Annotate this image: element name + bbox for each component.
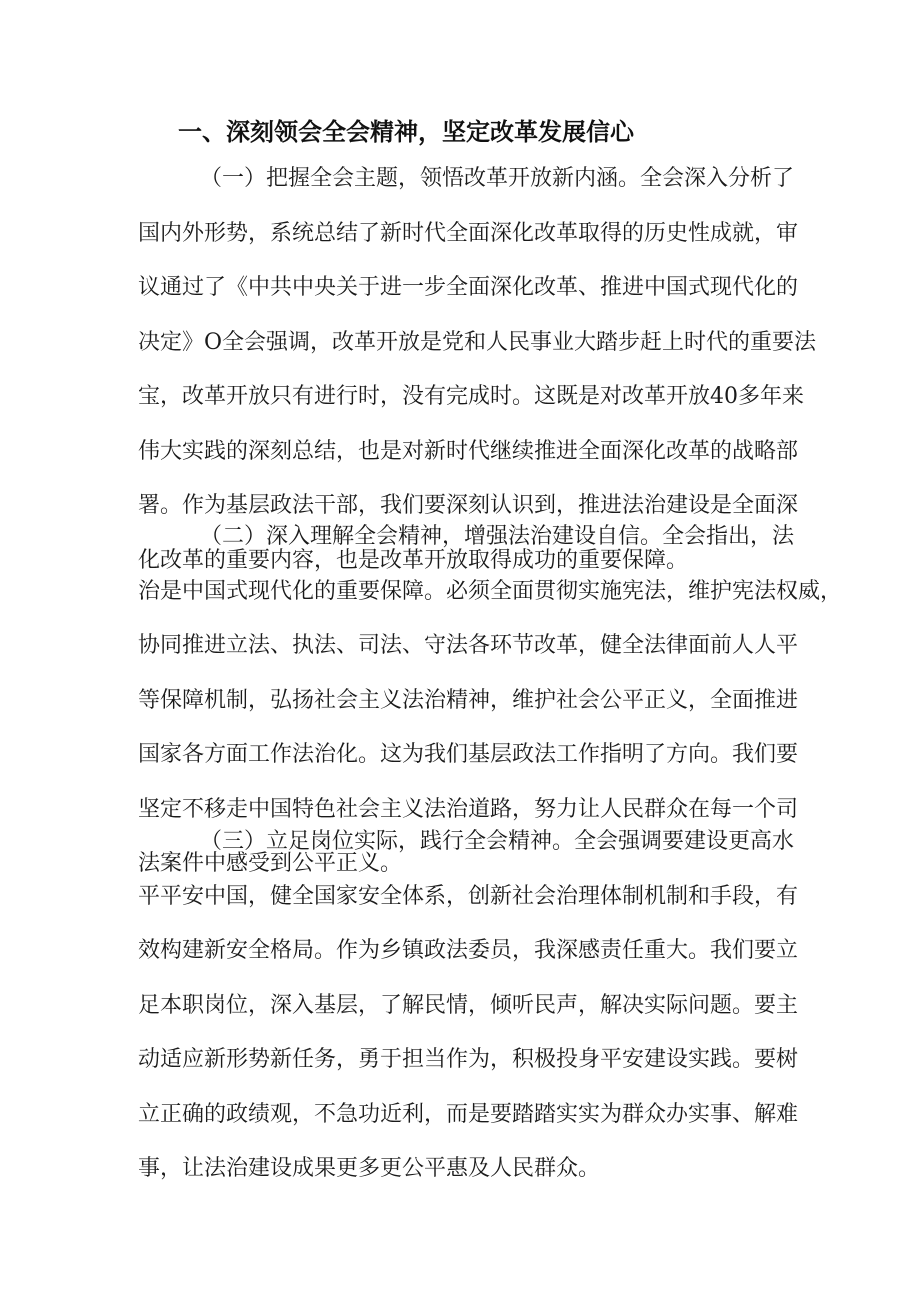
paragraph-line: 等保障机制，弘扬社会主义法治精神，维护社会公平正义，全面推进 — [138, 687, 799, 713]
paragraph-line: 法案件中感受到公平正义。 — [138, 851, 403, 876]
paragraph-line: 动适应新形势新任务，勇于担当作为，积极投身平安建设实践。要树 — [138, 1047, 799, 1072]
paragraph-line: 国家各方面工作法治化。这为我们基层政法工作指明了方向。我们要 — [138, 742, 799, 767]
paragraph-line: 平平安中国，健全国家安全体系，创新社会治理体制机制和手段，有 — [138, 883, 799, 909]
paragraph-line: （一）把握全会主题，领悟改革开放新内涵。全会深入分析了 — [200, 166, 795, 191]
paragraph-3 — [138, 815, 799, 1197]
paragraph-line: 效构建新安全格局。作为乡镇政法委员，我深感责任重大。我们要立 — [138, 938, 799, 963]
paragraph-line: 化改革的重要内容，也是改革开放取得成功的重要保障。 — [138, 547, 689, 573]
paragraph-line: 足本职岗位，深入基层，了解民情，倾听民声，解决实际问题。要主 — [138, 992, 799, 1018]
paragraph-line: 伟大实践的深刻总结，也是对新时代继续推进全面深化改革的战略部 — [138, 438, 799, 464]
paragraph-line: （二）深入理解全会精神，增强法治建设自信。全会指出，法 — [200, 524, 795, 549]
paragraph-line: 署。作为基层政法干部，我们要深刻认识到，推进法治建设是全面深 — [138, 493, 799, 518]
paragraph-line: 立正确的政绩观，不急功近利，而是要踏踏实实为群众办实事、解难 — [138, 1101, 799, 1127]
paragraph-line: 治是中国式现代化的重要保障。必须全面贯彻实施宪法，维护宪法权威， — [138, 578, 843, 604]
paragraph-line: （三）立足岗位实际，践行全会精神。全会强调要建设更高水 — [200, 829, 795, 854]
paragraph-line: 宝，改革开放只有进行时，没有完成时。这既是对改革开放40多年来 — [138, 384, 804, 409]
paragraph-line: 事，让法治建设成果更多更公平惠及人民群众。 — [138, 1156, 601, 1181]
paragraph-line: 坚定不移走中国特色社会主义法治道路，努力让人民群众在每一个司 — [138, 796, 799, 822]
paragraph-line: 协同推进立法、执法、司法、守法各环节改革，健全法律面前人人平 — [138, 633, 799, 658]
section-heading: 一、深刻领会全会精神，坚定改革发展信心 — [178, 118, 634, 146]
paragraph-line: 国内外形势，系统总结了新时代全面深化改革取得的历史性成就，审 — [138, 220, 799, 246]
paragraph-line: 决定》O全会强调，改革开放是党和人民事业大踏步赶上时代的重要法 — [138, 329, 817, 355]
paragraph-line: 议通过了《中共中央关于进一步全面深化改革、推进中国式现代化的 — [138, 275, 799, 300]
